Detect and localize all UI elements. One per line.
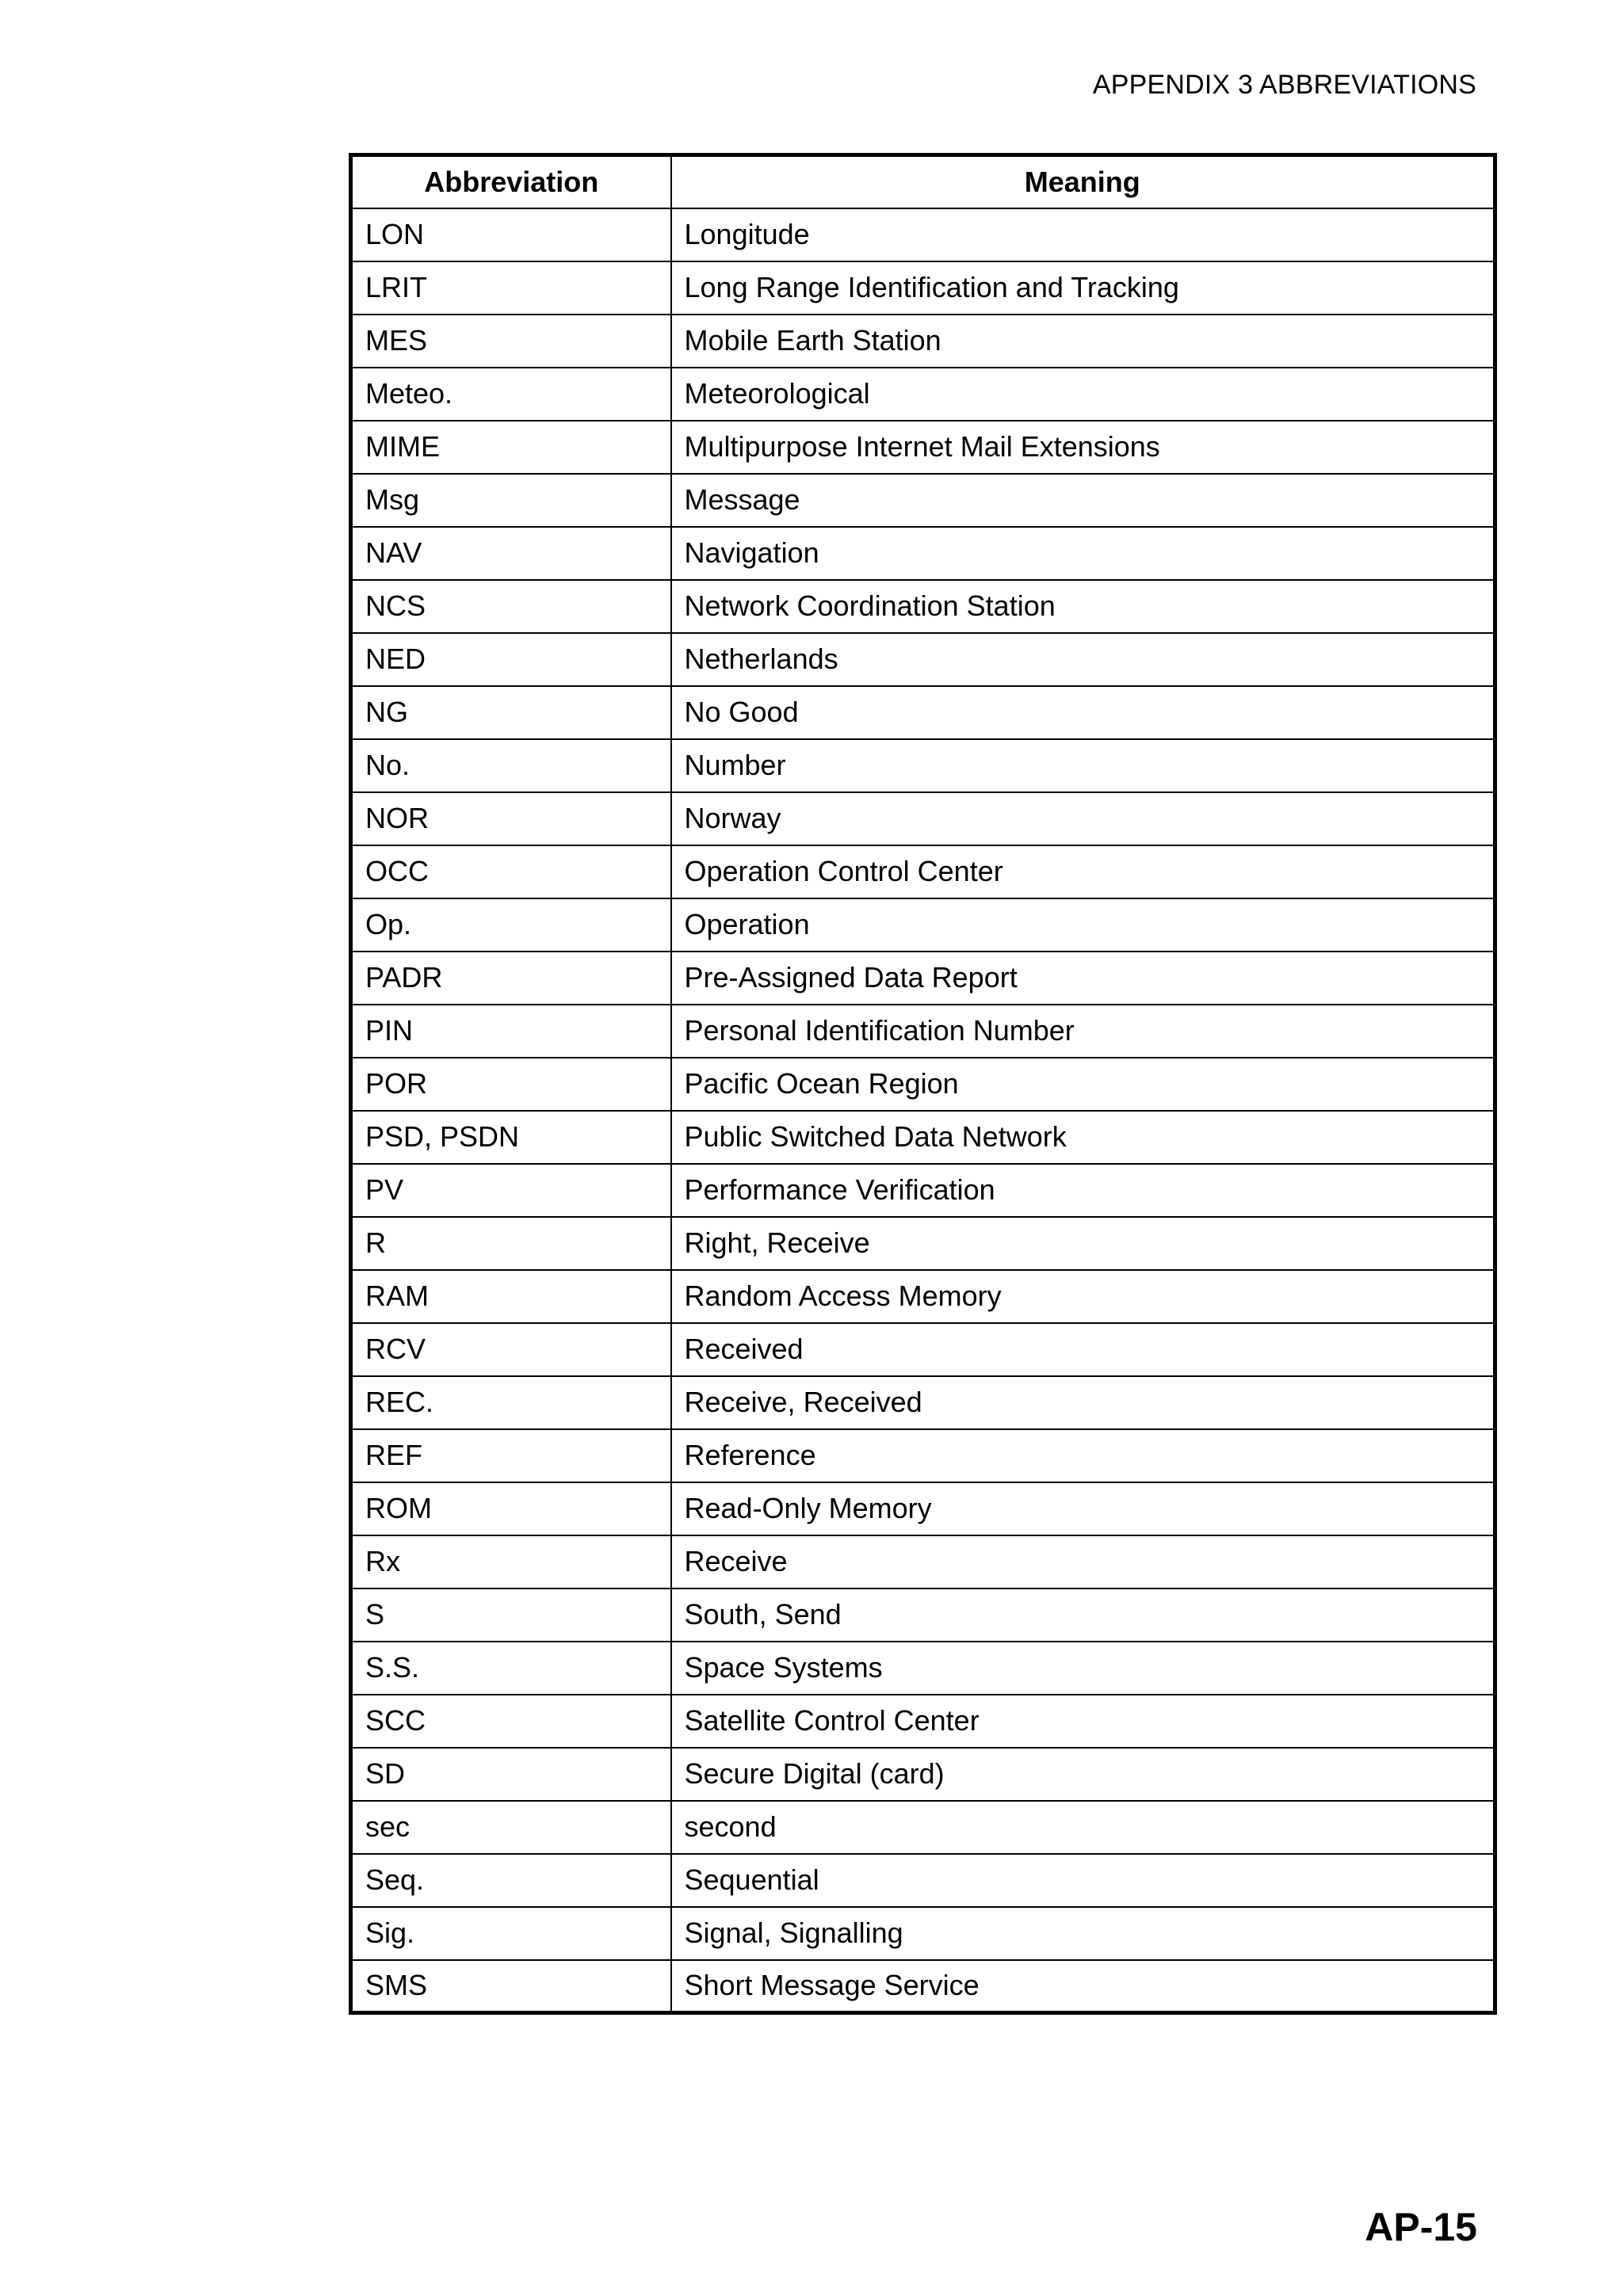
table-row — [351, 1164, 1495, 1217]
table-row — [351, 792, 1495, 845]
meaning-cell: Receive — [671, 1535, 1495, 1589]
table-row — [351, 1748, 1495, 1801]
abbreviation-cell: S — [351, 1589, 671, 1642]
abbreviation-cell: SMS — [351, 1960, 671, 2013]
table-row — [351, 845, 1495, 898]
abbreviation-cell: POR — [351, 1058, 671, 1111]
meaning-cell: Longitude — [671, 208, 1495, 261]
meaning-cell: Navigation — [671, 527, 1495, 580]
table-row — [351, 898, 1495, 952]
abbreviation-cell: R — [351, 1217, 671, 1270]
table-header-row — [351, 155, 1495, 208]
meaning-cell: Pre-Assigned Data Report — [671, 952, 1495, 1005]
page-number: AP-15 — [1365, 2205, 1477, 2249]
meaning-cell: Right, Receive — [671, 1217, 1495, 1270]
meaning-cell: Receive, Received — [671, 1376, 1495, 1429]
table-row — [351, 1376, 1495, 1429]
table-row — [351, 1482, 1495, 1535]
abbreviation-cell: Msg — [351, 474, 671, 527]
table-row — [351, 527, 1495, 580]
table-row — [351, 952, 1495, 1005]
meaning-cell: Read-Only Memory — [671, 1482, 1495, 1535]
meaning-cell: Signal, Signalling — [671, 1907, 1495, 1960]
table-row — [351, 1005, 1495, 1058]
abbreviation-cell: RCV — [351, 1323, 671, 1376]
table-row — [351, 686, 1495, 739]
abbreviation-cell: Sig. — [351, 1907, 671, 1960]
table-row — [351, 1695, 1495, 1748]
meaning-cell: Reference — [671, 1429, 1495, 1482]
meaning-cell: Mobile Earth Station — [671, 315, 1495, 368]
abbreviation-cell: LON — [351, 208, 671, 261]
abbreviation-cell: PV — [351, 1164, 671, 1217]
meaning-cell: No Good — [671, 686, 1495, 739]
table-row — [351, 1058, 1495, 1111]
table-row — [351, 1111, 1495, 1164]
meaning-cell: Random Access Memory — [671, 1270, 1495, 1323]
table-body — [351, 208, 1495, 2013]
meaning-cell: Multipurpose Internet Mail Extensions — [671, 421, 1495, 474]
meaning-cell: Public Switched Data Network — [671, 1111, 1495, 1164]
meaning-cell: Operation Control Center — [671, 845, 1495, 898]
table-row — [351, 261, 1495, 315]
meaning-cell: Norway — [671, 792, 1495, 845]
meaning-cell: Network Coordination Station — [671, 580, 1495, 633]
table-row — [351, 1642, 1495, 1695]
abbreviation-cell: Seq. — [351, 1854, 671, 1907]
table-row — [351, 1589, 1495, 1642]
abbreviation-cell: Op. — [351, 898, 671, 952]
table-row — [351, 315, 1495, 368]
meaning-cell: Satellite Control Center — [671, 1695, 1495, 1748]
column-header-meaning: Meaning — [671, 155, 1495, 208]
abbreviation-cell: PIN — [351, 1005, 671, 1058]
page-header-title: APPENDIX 3 ABBREVIATIONS — [1092, 70, 1476, 100]
table-row — [351, 633, 1495, 686]
abbreviation-cell: NCS — [351, 580, 671, 633]
meaning-cell: Pacific Ocean Region — [671, 1058, 1495, 1111]
table-row — [351, 1907, 1495, 1960]
table-row — [351, 1535, 1495, 1589]
table-row — [351, 1801, 1495, 1854]
abbreviation-cell: RAM — [351, 1270, 671, 1323]
meaning-cell: second — [671, 1801, 1495, 1854]
meaning-cell: Received — [671, 1323, 1495, 1376]
abbreviation-cell: No. — [351, 739, 671, 792]
abbreviation-cell: LRIT — [351, 261, 671, 315]
table-row — [351, 1854, 1495, 1907]
table-row — [351, 1960, 1495, 2013]
meaning-cell: Meteorological — [671, 368, 1495, 421]
abbreviation-cell: NAV — [351, 527, 671, 580]
abbreviations-table-container — [349, 153, 1497, 2015]
meaning-cell: Space Systems — [671, 1642, 1495, 1695]
meaning-cell: Number — [671, 739, 1495, 792]
meaning-cell: Personal Identification Number — [671, 1005, 1495, 1058]
abbreviation-cell: sec — [351, 1801, 671, 1854]
meaning-cell: Sequential — [671, 1854, 1495, 1907]
abbreviation-cell: OCC — [351, 845, 671, 898]
abbreviations-table — [349, 153, 1497, 2015]
abbreviation-cell: MIME — [351, 421, 671, 474]
abbreviation-cell: REF — [351, 1429, 671, 1482]
table-row — [351, 368, 1495, 421]
table-row — [351, 1217, 1495, 1270]
table-row — [351, 474, 1495, 527]
abbreviation-cell: PADR — [351, 952, 671, 1005]
meaning-cell: Netherlands — [671, 633, 1495, 686]
table-row — [351, 1429, 1495, 1482]
abbreviation-cell: MES — [351, 315, 671, 368]
abbreviation-cell: NG — [351, 686, 671, 739]
table-row — [351, 739, 1495, 792]
meaning-cell: South, Send — [671, 1589, 1495, 1642]
meaning-cell: Short Message Service — [671, 1960, 1495, 2013]
abbreviation-cell: NED — [351, 633, 671, 686]
meaning-cell: Secure Digital (card) — [671, 1748, 1495, 1801]
table-row — [351, 1323, 1495, 1376]
meaning-cell: Message — [671, 474, 1495, 527]
abbreviation-cell: Rx — [351, 1535, 671, 1589]
table-row — [351, 208, 1495, 261]
abbreviation-cell: PSD, PSDN — [351, 1111, 671, 1164]
table-row — [351, 580, 1495, 633]
column-header-abbreviation: Abbreviation — [351, 155, 671, 208]
abbreviation-cell: REC. — [351, 1376, 671, 1429]
table-row — [351, 421, 1495, 474]
abbreviation-cell: Meteo. — [351, 368, 671, 421]
meaning-cell: Operation — [671, 898, 1495, 952]
abbreviation-cell: SCC — [351, 1695, 671, 1748]
abbreviation-cell: NOR — [351, 792, 671, 845]
abbreviation-cell: ROM — [351, 1482, 671, 1535]
meaning-cell: Performance Verification — [671, 1164, 1495, 1217]
table-row — [351, 1270, 1495, 1323]
abbreviation-cell: S.S. — [351, 1642, 671, 1695]
abbreviation-cell: SD — [351, 1748, 671, 1801]
meaning-cell: Long Range Identification and Tracking — [671, 261, 1495, 315]
